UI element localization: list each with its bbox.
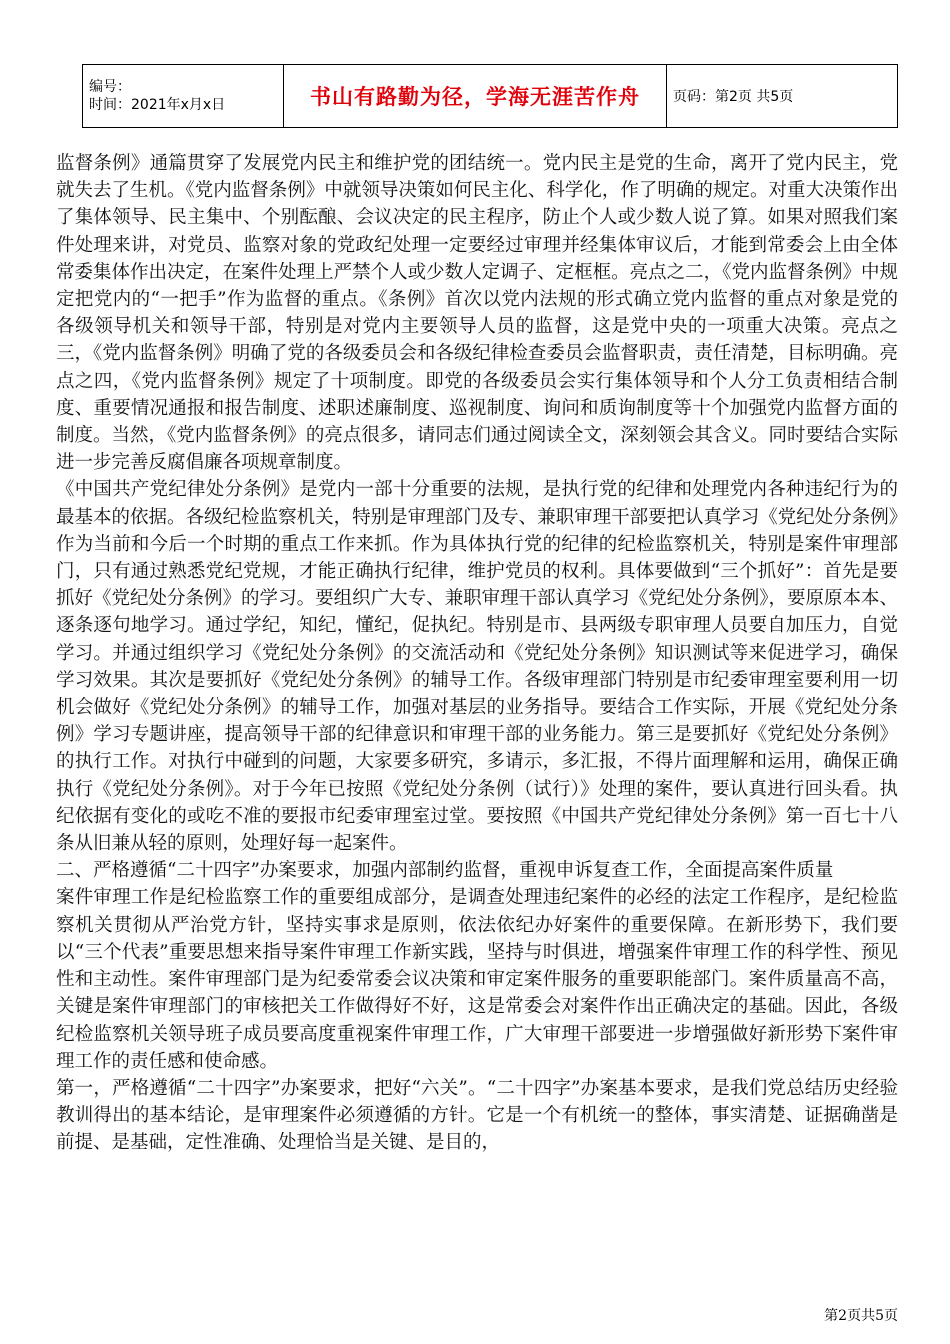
paragraph-3: 案件审理工作是纪检监察工作的重要组成部分，是调查处理违纪案件的必经的法定工作程序，是纪检监察机关贯彻从严治党方针，坚持实事求是原则，依法依纪办好案件的重要保障。在新形势下，我们要以“三个代表”重要思想来指导案件审理工作新实践，坚持与时俱进，增强案件审理工作的科学性、预见性和主动性。案件审理部门是为纪委常委会议决策和审定案件服务的重要职能部门。案件质量高不高，关键是案件审理部门的审核把关工作做得好不好，这是常委会对案件作出正确决定的基础。因此，各级纪检监察机关领导班子成员要高度重视案件审理工作，广大审理干部要进一步增强做好新形势下案件审理工作的责任感和使命感。 [56,887,898,1072]
header-motto: 书山有路勤为径，学海无涯苦作舟 [284,65,667,128]
paragraph-1: 监督条例》通篇贯穿了发展党内民主和维护党的团结统一。党内民主是党的生命，离开了党内民主，党就失去了生机。《党内监督条例》中就领导决策如何民主化、科学化，作了明确的规定。对重大决策作出了集体领导、民主集中、个别酝酿、会议决定的民主程序，防止个人或少数人说了算。如果对照我们案件处理来讲，对党员、监察对象的党政纪处理一定要经过审理并经集体审议后，才能到常委会上由全体常委集体作出决定，在案件处理上严禁个人或少数人定调子、定框框。亮点之二，《党内监督条例》中规定把党内的“一把手”作为监督的重点。《条例》首次以党内法规的形式确立党内监督的重点对象是党的各级领导机关和领导干部，特别是对党内主要领导人员的监督，这是党中央的一项重大决策。亮点之三，《党内监督条例》明确了党的各级委员会和各级纪律检查委员会监督职责，责任清楚，目标明确。亮点之四，《党内监督条例》规定了十项制度。即党的各级委员会实行集体领导和个人分工负责相结合制度、重要情况通报和报告制度、述职述廉制度、巡视制度、询问和质询制度等十个加强党内监督方面的制度。当然，《党内监督条例》的亮点很多，请同志们通过阅读全文，深刻领会其含义。同时要结合实际进一步完善反腐倡廉各项规章制度。 [56,153,898,474]
section-heading: 二、严格遵循“二十四字”办案要求，加强内部制约监督，重视申诉复查工作，全面提高案件质量 [56,860,834,882]
header-meta-cell [83,65,284,128]
header-page-info: 页码：第2页 共5页 [667,65,898,128]
page-footer: 第2页共5页 [824,1308,898,1324]
document-time-label: 时间：2021年x月x日 [89,97,226,113]
paragraph-2: 《中国共产党纪律处分条例》是党内一部十分重要的法规，是执行党的纪律和处理党内各种违纪行为的最基本的依据。各级纪检监察机关，特别是审理部门及专、兼职审理干部要把认真学习《党纪处分条例》作为当前和今后一个时期的重点工作来抓。作为具体执行党的纪律的纪检监察机关，特别是案件审理部门，只有通过熟悉党纪党规，才能正确执行纪律，维护党员的权利。具体要做到“三个抓好”：首先是要抓好《党纪处分条例》的学习。要组织广大专、兼职审理干部认真学习《党纪处分条例》，要原原本本、逐条逐句地学习。通过学纪，知纪，懂纪，促执纪。特别是市、县两级专职审理人员要自加压力，自觉学习。并通过组织学习《党纪处分条例》的交流活动和《党纪处分条例》知识测试等来促进学习，确保学习效果。其次是要抓好《党纪处分条例》的辅导工作。各级审理部门特别是市纪委审理室要利用一切机会做好《党纪处分条例》的辅导工作，加强对基层的业务指导。要结合工作实际，开展《党纪处分条例》学习专题讲座，提高领导干部的纪律意识和审理干部的业务能力。第三是要抓好《党纪处分条例》的执行工作。对执行中碰到的问题，大家要多研究，多请示，多汇报，不得片面理解和运用，确保正确执行《党纪处分条例》。对于今年已按照《党纪处分条例（试行）》处理的案件，要认真进行回头看。执纪依据有变化的或吃不准的要报市纪委审理室过堂。要按照《中国共产党纪律处分条例》第一百七十八条从旧兼从轻的原则，处理好每一起案件。 [56,479,898,855]
paragraph-4: 第一，严格遵循“二十四字”办案要求，把好“六关”。“二十四字”办案基本要求，是我们党总结历史经验教训得出的基本结论，是审理案件必须遵循的方针。它是一个有机统一的整体，事实清楚、证据确凿是前提、是基础，定性准确、处理恰当是关键、是目的， [56,1077,898,1154]
document-body [56,150,898,1157]
document-number-label: 编号： [89,79,131,95]
page-header [82,64,898,128]
